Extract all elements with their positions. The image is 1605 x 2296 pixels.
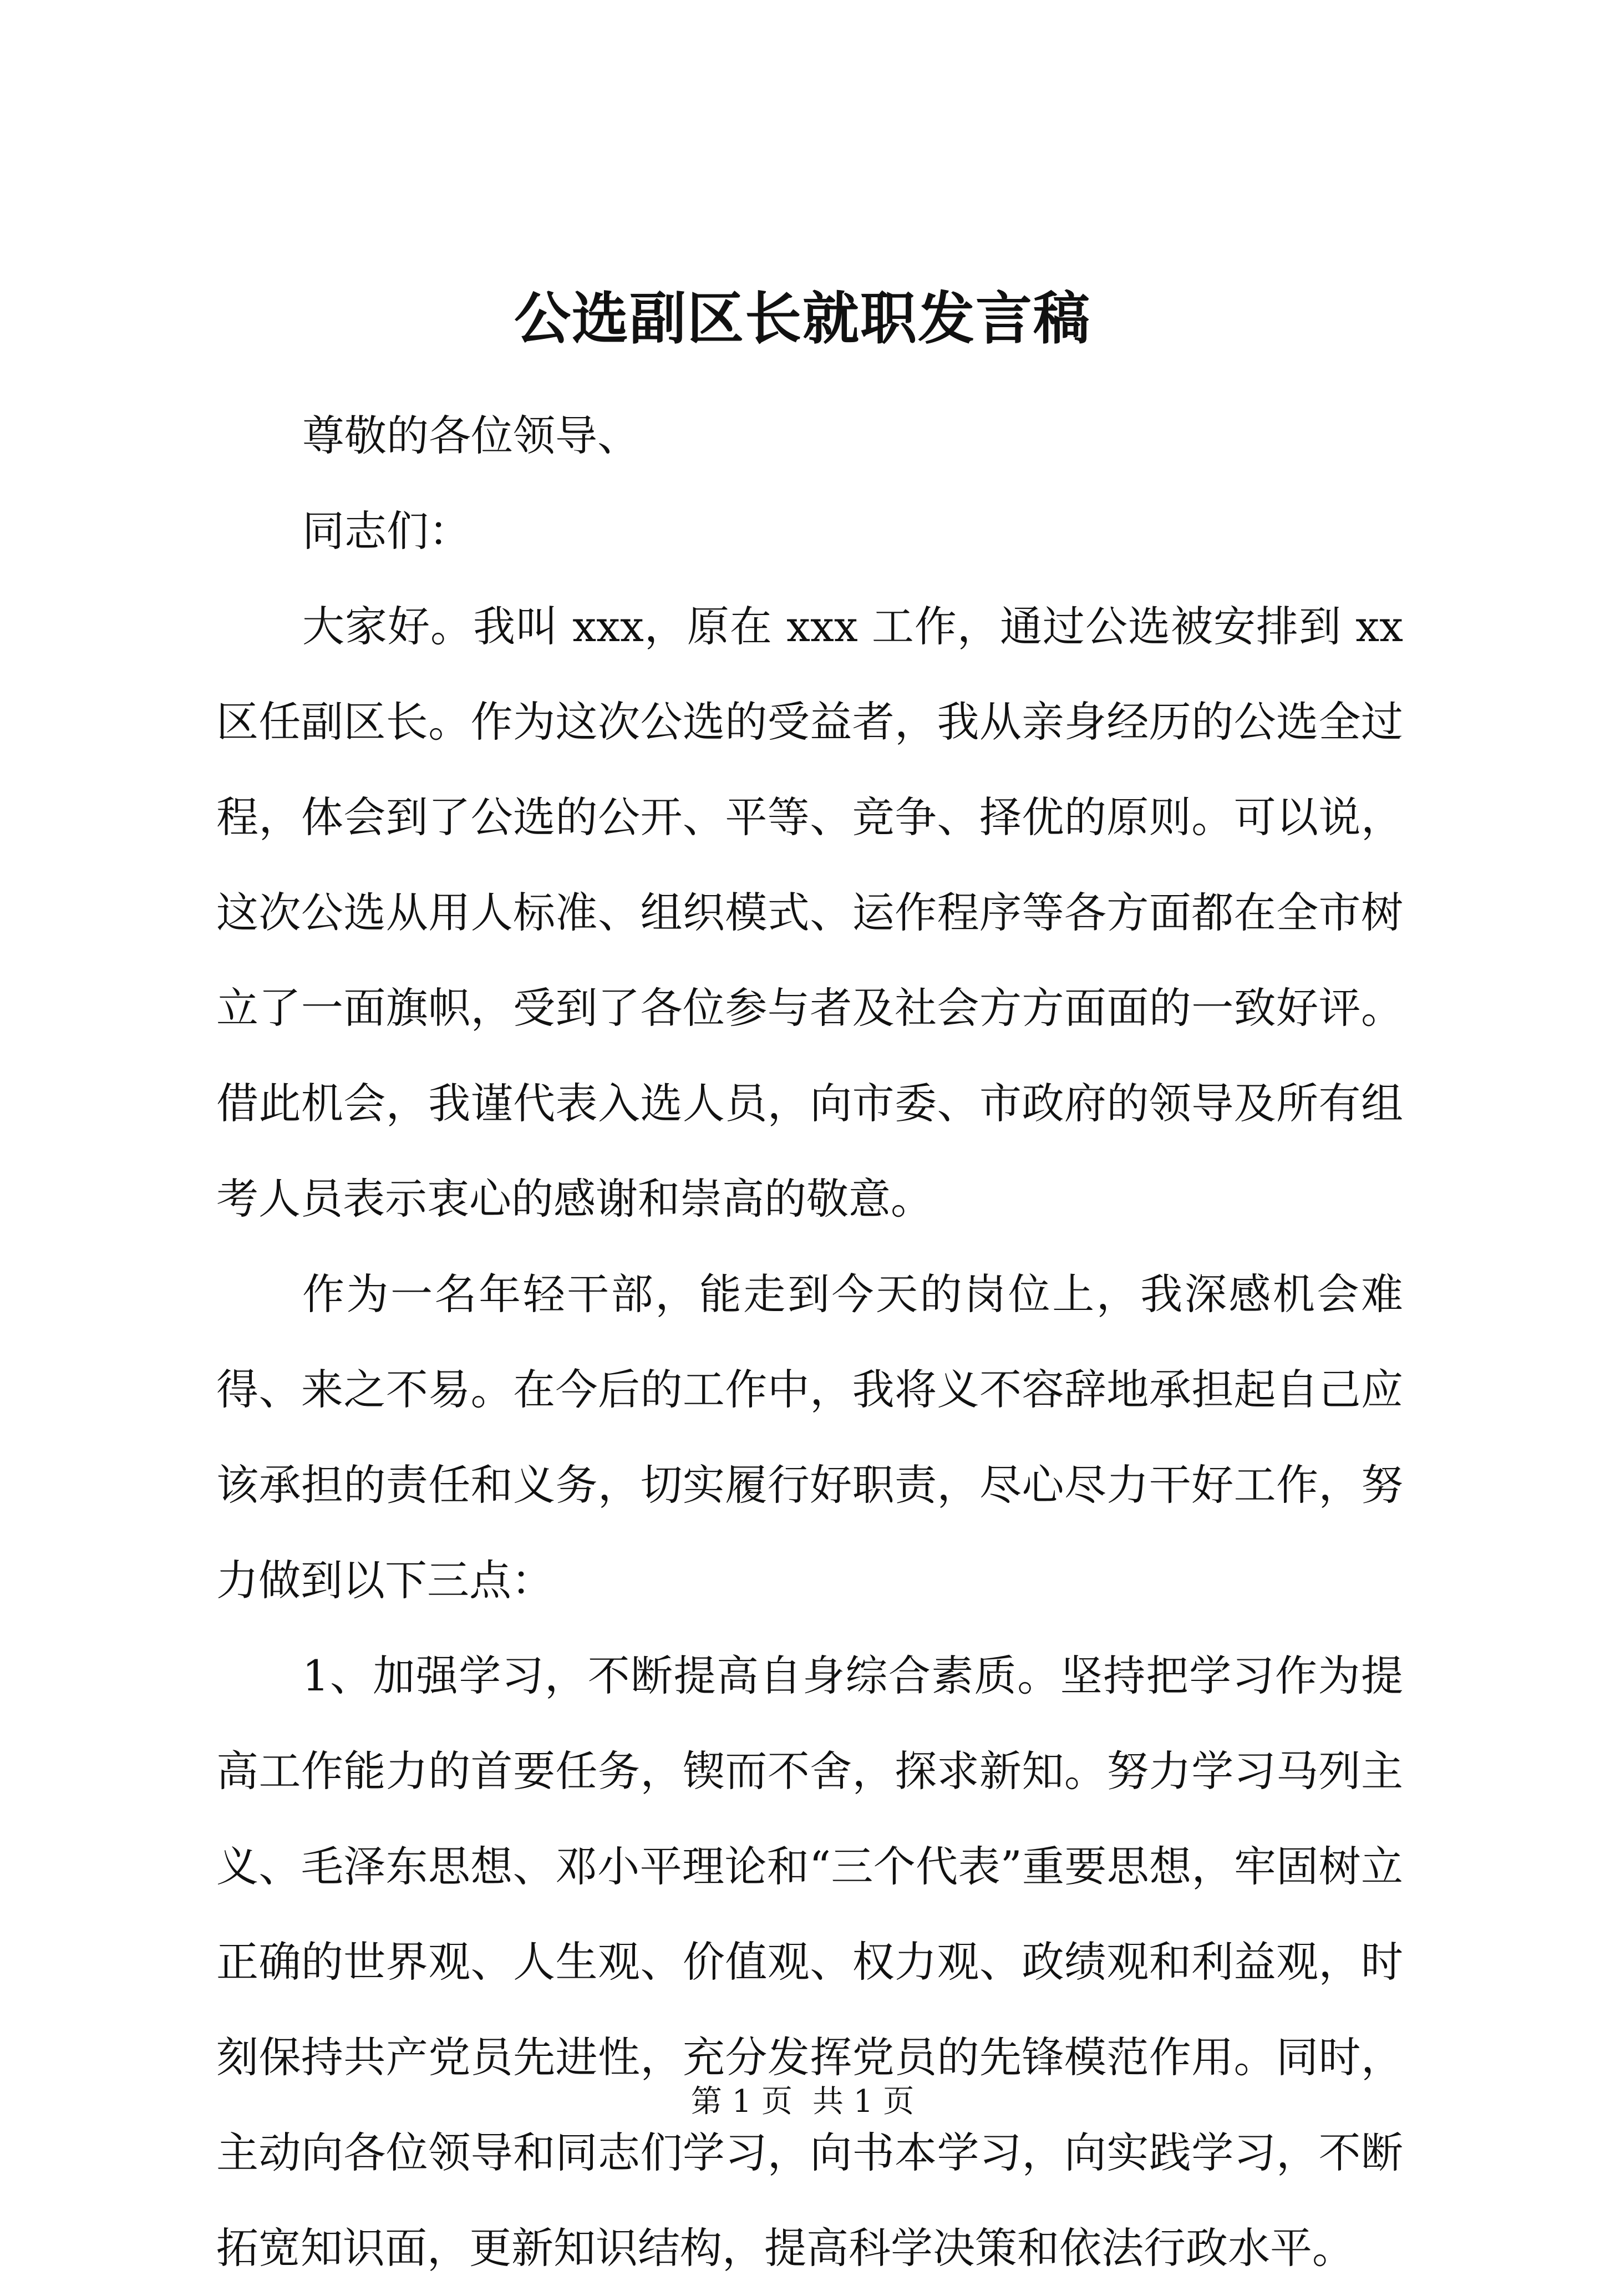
document-title: 公选副区长就职发言稿 xyxy=(514,286,1091,352)
salutation-line-1: 尊敬的各位领导、 xyxy=(302,411,639,460)
page-number-current: 第 1 页 xyxy=(690,2084,793,2120)
paragraph-point-1: 1、加强学习，不断提高自身综合素质。坚持把学习作为提高工作能力的首要任务，锲而不舍，探求新知。努力学习马列主义、毛泽东思想、邓小平理论和“三个代表”重要思想，牢固树立正确的世界观、人生观、价值观、权力观、政绩观和利益观，时刻保持共产党员先进性，充分发挥党员的先锋模范作用。同时，主动向各位领导和同志们学习，向书本学习，向实践学习，不断拓宽知识面，更新知识结构，提高科学决策和依法行政水平。 xyxy=(216,1651,1403,2273)
paragraph-introduction: 大家好。我叫 xxx，原在 xxx 工作，通过公选被安排到 xx 区任副区长。作为这次公选的受益者，我从亲身经历的公选全过程，体会到了公选的公开、平等、竞争、择优的原则。可以说，这次公选从用人标准、组织模式、运作程序等各方面都在全市树立了一面旗帜，受到了各位参与者及社会方方面面的一致好评。借此机会，我谨代表入选人员，向市委、市政府的领导及所有组考人员表示衷心的感谢和崇高的敬意。 xyxy=(216,602,1403,1223)
paragraph-commitment: 作为一名年轻干部，能走到今天的岗位上，我深感机会难得、来之不易。在今后的工作中，我将义不容辞地承担起自己应该承担的责任和义务，切实履行好职责，尽心尽力干好工作，努力做到以下三点： xyxy=(216,1269,1403,1605)
salutation-line-2: 同志们： xyxy=(302,506,471,556)
document-body xyxy=(216,388,1403,2296)
page-number-total: 共 1 页 xyxy=(812,2084,915,2120)
page-footer xyxy=(0,2080,1605,2124)
